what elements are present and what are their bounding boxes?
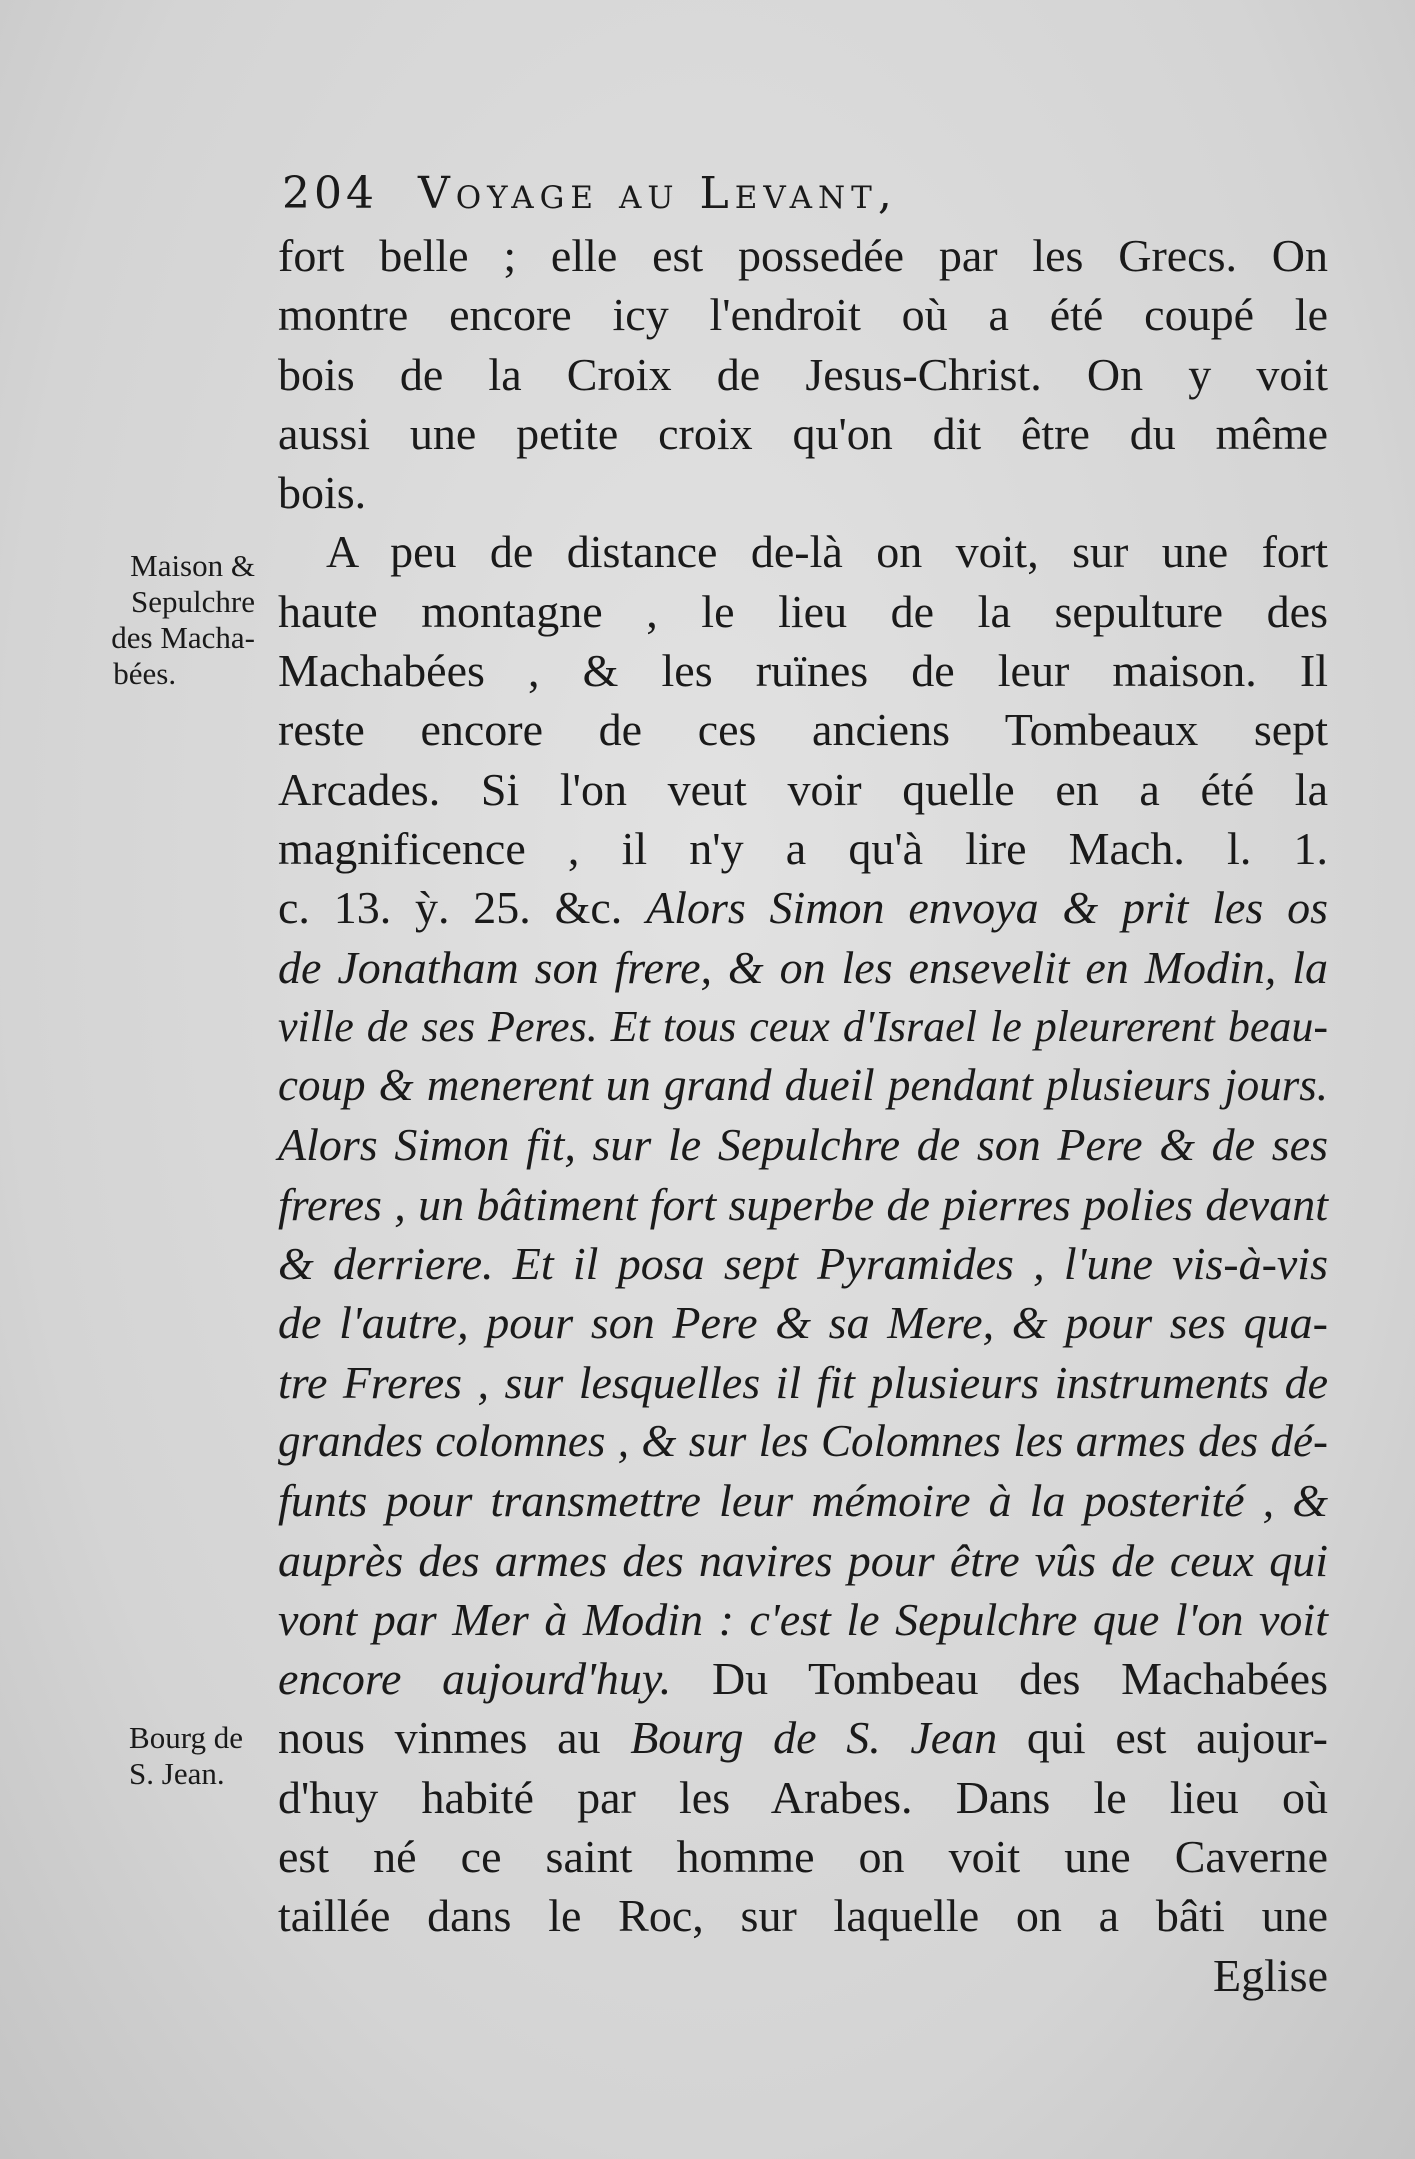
text-line: aussi une petite croix qu'on dit être du même — [278, 407, 1328, 459]
text-line: taillée dans le Roc, sur laquelle on a bâti une — [278, 1890, 1328, 1942]
text-line: nous vinmes au Bourg de S. Jean qui est aujour- — [278, 1712, 1328, 1764]
text-line: haute montagne , le lieu de la sepulture des — [278, 585, 1328, 637]
page-number: 204 — [282, 168, 378, 219]
margin-note-machabees: Maison & Sepulchre des Macha- bées. — [111, 548, 255, 691]
running-header — [282, 168, 1322, 219]
text-line: magnificence , il n'y a qu'à lire Mach. l. 1. — [278, 822, 1328, 874]
text-line: Arcades. Si l'on veut voir quelle en a été la — [278, 763, 1328, 815]
text-line: encore aujourd'huy. Du Tombeau des Machabées — [278, 1653, 1328, 1705]
text-line: reste encore de ces anciens Tombeaux sept — [278, 704, 1328, 756]
text-line: Machabées , & les ruïnes de leur maison. Il — [278, 645, 1328, 697]
quote-line: de l'autre, pour son Pere & sa Mere, & pour ses qua- — [278, 1297, 1328, 1349]
quote-line: ville de ses Peres. Et tous ceux d'Israel le pleurerent beau- — [278, 1001, 1328, 1051]
text-line: bois. — [278, 467, 367, 519]
catchword: Eglise — [1213, 1949, 1328, 2001]
quote-line: freres , un bâtiment fort superbe de pierres polies devant — [278, 1178, 1328, 1230]
quote-line: de Jonatham son frere, & on les ensevelit en Modin, la — [278, 941, 1328, 993]
quote-line: tre Freres , sur lesquelles il fit plusieurs instruments de — [278, 1356, 1328, 1408]
text-line: c. 13. ỳ. 25. &c. Alors Simon envoya & prit les os — [278, 882, 1328, 934]
running-title: Voyage au Levant, — [417, 168, 898, 219]
text-line: est né ce saint homme on voit une Caverne — [278, 1831, 1328, 1883]
text-line: d'huy habité par les Arabes. Dans le lieu où — [278, 1771, 1328, 1823]
text-line: A peu de distance de-là on voit, sur une fort — [326, 526, 1328, 578]
quote-line: auprès des armes des navires pour être vûs de ceux qui — [278, 1534, 1328, 1586]
text-line: bois de la Croix de Jesus-Christ. On y voit — [278, 348, 1328, 400]
quote-line: Alors Simon fit, sur le Sepulchre de son Pere & de ses — [278, 1119, 1328, 1171]
text-line: montre encore icy l'endroit où a été coupé le — [278, 289, 1328, 341]
margin-note-bourg-de-saint-jean: Bourg de S. Jean. — [129, 1720, 243, 1791]
body-text — [278, 226, 1328, 2005]
quote-line: funts pour transmettre leur mémoire à la posterité , & — [278, 1475, 1328, 1527]
quote-line: & derriere. Et il posa sept Pyramides , l'une vis-à-vis — [278, 1238, 1328, 1290]
quote-line: vont par Mer à Modin : c'est le Sepulchre que l'on voit — [278, 1593, 1328, 1645]
quote-line: coup & menerent un grand dueil pendant plusieurs jours. — [278, 1060, 1328, 1111]
text-line: fort belle ; elle est possedée par les Grecs. On — [278, 230, 1328, 281]
quote-line: grandes colomnes , & sur les Colomnes les armes des dé- — [278, 1415, 1328, 1466]
